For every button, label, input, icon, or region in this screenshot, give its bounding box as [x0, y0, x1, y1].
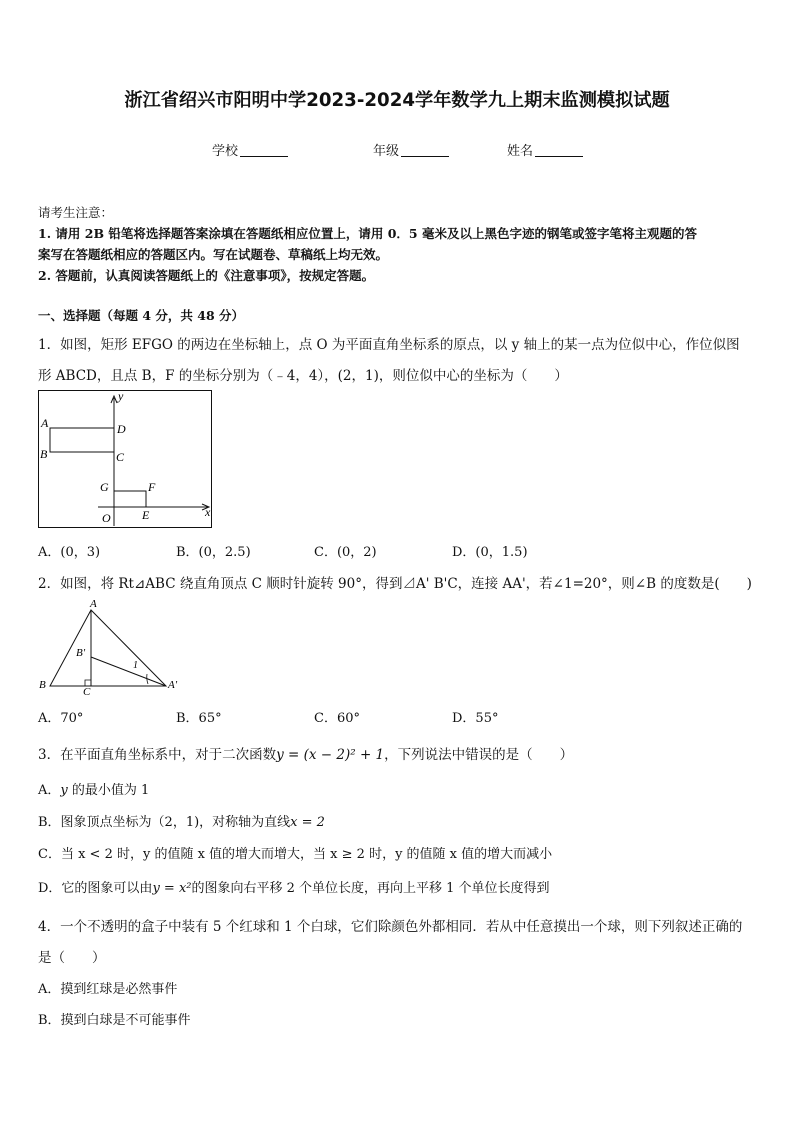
q3-formula: y = (x − 2)² + 1	[276, 747, 385, 763]
q4-option-b[interactable]: B．摸到白球是不可能事件	[38, 1013, 191, 1028]
label-y: y	[118, 390, 124, 403]
label-b: B	[39, 679, 46, 691]
q1-option-b[interactable]: B．(0，2.5)	[176, 545, 251, 560]
grade-blank[interactable]	[401, 144, 449, 157]
label-angle-1: 1	[133, 660, 138, 671]
grade-field[interactable]	[373, 140, 449, 159]
q3-option-b[interactable]	[38, 811, 325, 830]
rect-efgo	[114, 491, 146, 507]
q1-figure	[38, 390, 213, 534]
q1-line2: 形 ABCD，且点 B，F 的坐标分别为（﹣4，4），(2，1)，则位似中心的坐标为（ ）	[38, 368, 568, 384]
label-a: A	[41, 416, 49, 430]
notice-heading: 请考生注意：	[38, 205, 114, 220]
label-g: G	[100, 480, 109, 494]
triangle-aba	[50, 610, 166, 686]
name-blank[interactable]	[535, 144, 583, 157]
notice-item2: 2. 答题前，认真阅读答题纸上的《注意事项》，按规定答题。	[38, 268, 375, 283]
q2-line1: 2．如图，将 Rt⊿ABC 绕直角顶点 C 顺时针旋转 90°，得到⊿A' B'C，连接 AA'，若∠1=20°，则∠B 的度数是( )	[38, 576, 752, 592]
label-o: O	[102, 511, 111, 525]
school-field[interactable]	[212, 140, 288, 159]
page-title: 浙江省绍兴市阳明中学2023-2024学年数学九上期末监测模拟试题	[124, 90, 670, 111]
q3-option-d-post: 的图象向右平移 2 个单位长度，再向上平移 1 个单位长度得到	[191, 881, 550, 896]
q4-line2: 是（ ）	[38, 950, 106, 966]
q3-option-d-pre: D．它的图象可以由	[38, 881, 153, 896]
q2-option-a[interactable]: A．70°	[38, 711, 84, 726]
notice-item1-line1: 1. 请用 2B 铅笔将选择题答案涂填在答题纸相应位置上，请用 0．5 毫米及以上黑色字迹的钢笔或签字笔将主观题的答	[38, 226, 697, 241]
q4-line1: 4．一个不透明的盒子中装有 5 个红球和 1 个白球，它们除颜色外都相同．若从中任意摸出一个球，则下列叙述正确的	[38, 919, 743, 935]
label-c: C	[83, 686, 91, 696]
label-e: E	[142, 508, 150, 522]
label-b: B	[40, 447, 48, 461]
section-heading: 一、选择题（每题 4 分，共 48 分）	[38, 308, 245, 323]
label-c: C	[116, 450, 125, 464]
label-x: x	[205, 505, 211, 519]
q3-option-a[interactable]	[38, 779, 149, 798]
school-blank[interactable]	[240, 144, 288, 157]
label-a-prime: A'	[168, 679, 178, 691]
q2-option-b[interactable]: B．65°	[176, 711, 222, 726]
name-label: 姓名	[507, 144, 534, 159]
q2-figure	[36, 596, 186, 700]
q3-option-d-formula: y = x²	[152, 881, 192, 896]
q3-option-d[interactable]	[38, 877, 550, 896]
label-d: D	[117, 422, 126, 436]
q3-line1	[38, 743, 573, 763]
label-b-prime: B'	[76, 647, 86, 659]
label-a: A	[90, 598, 97, 610]
q1-option-c[interactable]: C．(0，2)	[314, 545, 377, 560]
q3-option-b-formula: x = 2	[290, 815, 325, 830]
q3-option-b-pre: B．图象顶点坐标为（2，1)，对称轴为直线	[38, 815, 291, 830]
label-f: F	[148, 480, 156, 494]
q4-option-a[interactable]: A．摸到红球是必然事件	[38, 982, 178, 997]
grade-label: 年级	[373, 144, 400, 159]
segment-b1a1	[91, 657, 166, 686]
school-label: 学校	[212, 144, 239, 159]
notice-item1-line2: 案写在答题纸相应的答题区内。写在试题卷、草稿纸上均无效。	[38, 247, 389, 262]
q3-line1-pre: 3．在平面直角坐标系中，对于二次函数	[38, 747, 277, 763]
q2-option-d[interactable]: D．55°	[452, 711, 499, 726]
q1-option-d[interactable]: D．(0，1.5)	[452, 545, 528, 560]
q1-line1: 1．如图，矩形 EFGO 的两边在坐标轴上，点 O 为平面直角坐标系的原点，以 y 轴上的某一点为位似中心，作位似图	[38, 337, 740, 353]
q3-option-c[interactable]: C．当 x < 2 时，y 的值随 x 值的增大而增大，当 x ≥ 2 时，y 的值随 x 值的增大而减小	[38, 847, 553, 862]
q2-option-c[interactable]: C．60°	[314, 711, 360, 726]
rect-abcd	[50, 428, 114, 452]
name-field[interactable]	[507, 140, 583, 159]
q3-option-a-pre: A．	[38, 783, 61, 798]
q1-option-a[interactable]: A．(0，3)	[38, 545, 101, 560]
q3-option-a-var: y	[60, 783, 68, 798]
q3-line1-post: ，下列说法中错误的是（ ）	[384, 747, 574, 763]
q3-option-a-post: 的最小值为 1	[67, 783, 150, 798]
